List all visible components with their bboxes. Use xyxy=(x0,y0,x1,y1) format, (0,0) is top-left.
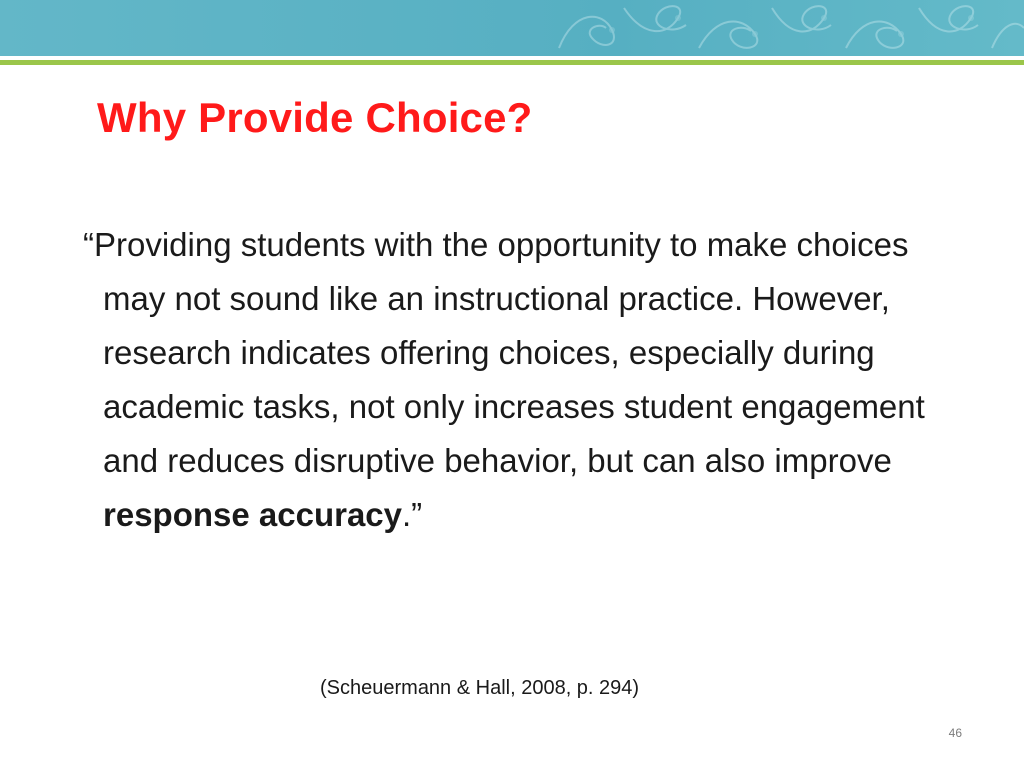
opening-quote-mark: “ xyxy=(83,226,94,263)
citation: (Scheuermann & Hall, 2008, p. 294) xyxy=(320,677,640,699)
emphasized-phrase: response accuracy xyxy=(103,496,403,533)
quote-closing-text: .” xyxy=(402,496,423,533)
slide-title: Why Provide Choice? xyxy=(97,94,533,141)
header-band xyxy=(0,0,1024,56)
quote-text: Providing students with the opportunity to make choices may not sound like an instructional practice. However, research indicates offering choices, especially during academic tasks, not only increases student engagement and reduces disruptive behavior, but can also improve xyxy=(94,226,925,479)
quote-paragraph xyxy=(83,218,978,542)
green-accent-rule xyxy=(0,60,1024,65)
decorative-pattern xyxy=(554,0,1024,56)
slide-number: 46 xyxy=(948,726,962,740)
